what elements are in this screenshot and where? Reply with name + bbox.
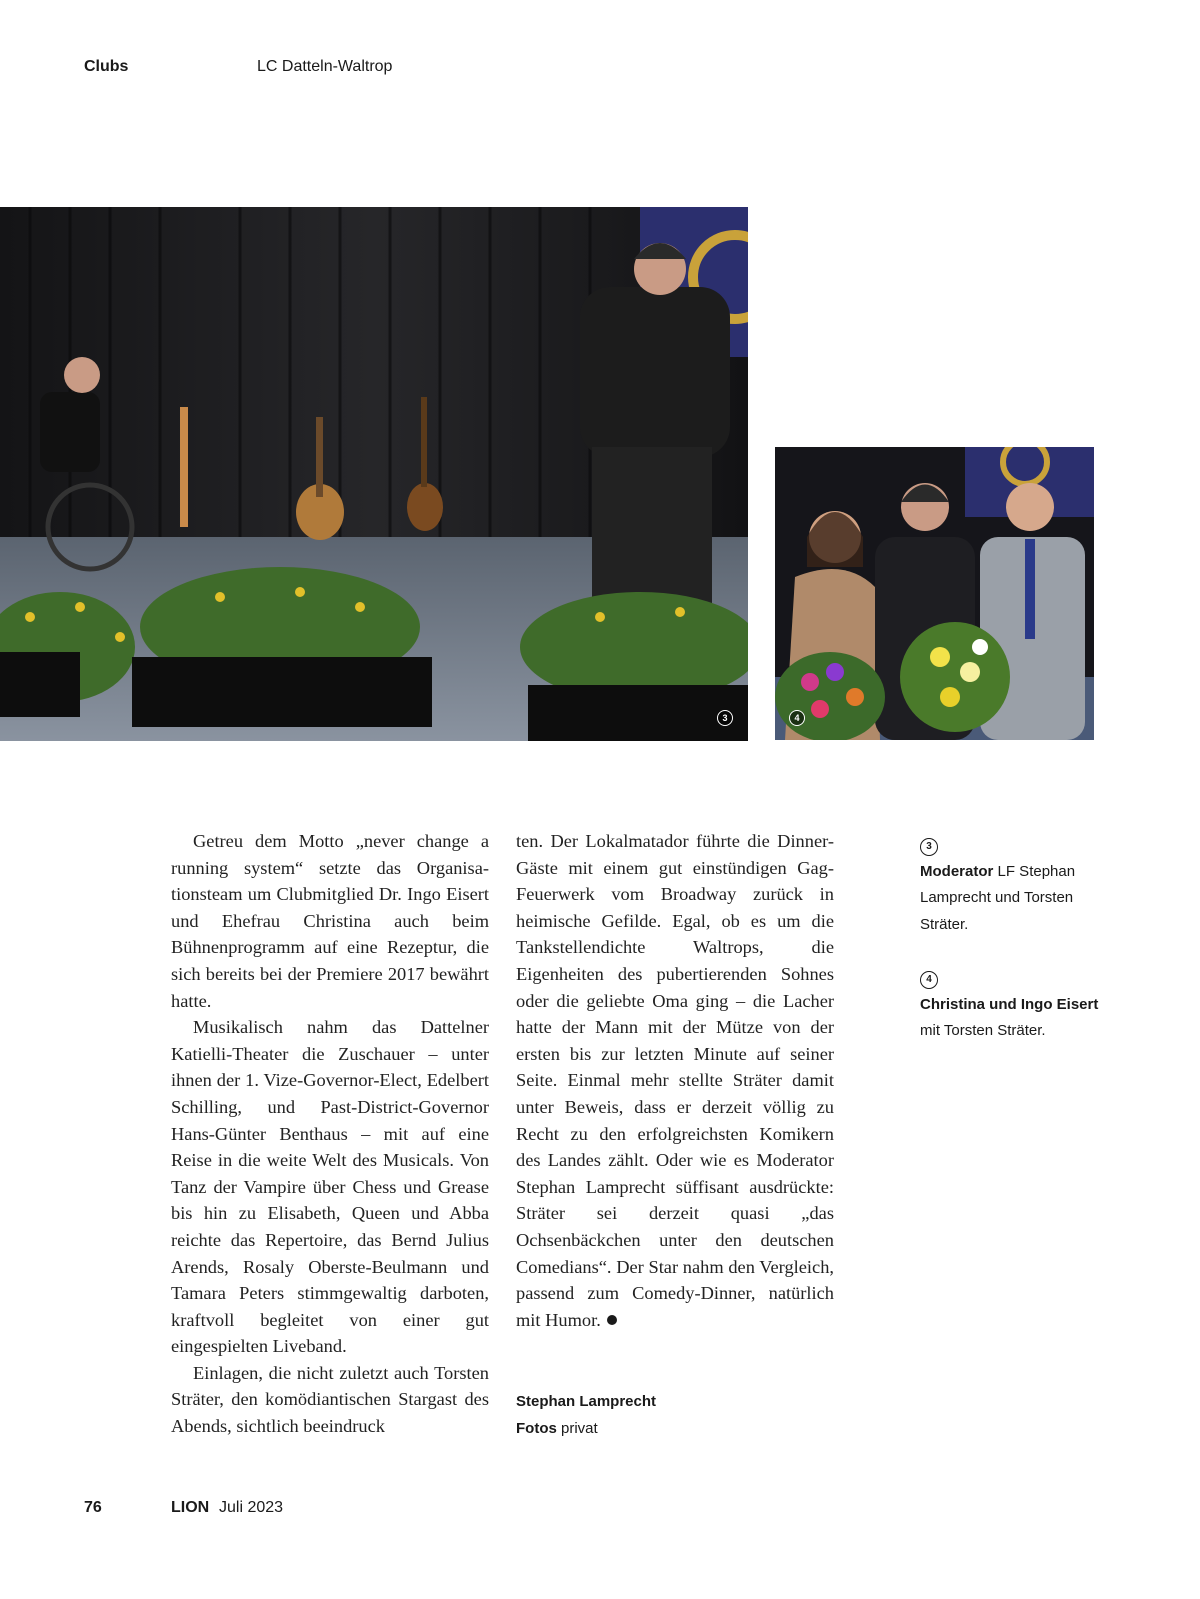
stage-photo-image [0, 207, 748, 741]
caption-bold: Moderator [920, 862, 994, 880]
article-paragraph-text: ten. Der Lokalmatador führte die Dinner-Gäste mit einem gut einstündigen Gag-Feuerwerk vom Broadway zurück in heimische Gefilde. Egal, ob es um die Tankstellendichte Waltrops, die Eigenheiten des pubertierenden Sohnes oder die geliebte Oma ging – die Lacher hatte der Mann mit der Mütze von der ersten bis zur letzten Minute auf seiner Seite. Einmal mehr stellte Sträter damit unter Beweis, dass er derzeit völlig zu Recht zu den erfolgreichsten Komikern des Landes zählt. Oder wie es Moderator Stephan Lamprecht süffisant ausdrückte: Sträter sei derzeit quasi „das Ochsenbäckchen unter den deutschen Comedians“. Der Star nahm den Vergleich, passend zum Comedy-Dinner, natürlich mit Humor. [516, 831, 834, 1330]
caption-4 [920, 965, 1120, 1045]
photo-credit [516, 1415, 598, 1442]
article-paragraph: Einlagen, die nicht zuletzt auch Torsten Sträter, den komödiantischen Stargast des Abends, sichtlich beeindruck [171, 1362, 489, 1437]
caption-text [920, 859, 1120, 939]
section-label: Clubs [84, 58, 129, 75]
club-name: LC Datteln-Waltrop [257, 58, 393, 75]
article-paragraph: Musikalisch nahm das Dattelner Katielli-Theater die Zuschauer – unter ihnen der 1. Vize-Governor-Elect, Edelbert Schilling, und Past-District-Governor Hans-Günter Benthaus – mit auf eine Reise in die weite Welt des Musicals. Von Tanz der Vampire über Chess und Grease bis hin zu Elisabeth, Queen und Abba reichte das Repertoire, das Bernd Julius Arends, Rosaly Oberste-Beulmann und Tamara Peters stimmgewaltig darboten, kraftvoll begleitet von einer gut eingespielten Liveband. [171, 1017, 489, 1357]
group-photo [775, 447, 1094, 740]
end-mark-icon [607, 1315, 617, 1325]
photo-credit-value: privat [561, 1420, 598, 1437]
magazine-name: LION [171, 1499, 210, 1516]
issue-date: Juli 2023 [219, 1499, 284, 1516]
caption-bold: Christina und Ingo Eisert [920, 995, 1099, 1013]
photo-number-3: 3 [717, 710, 733, 726]
caption-rest: LF Stephan Lamprecht und Torsten Sträter. [920, 862, 1076, 933]
caption-rest: mit Torsten Sträter. [920, 1022, 1046, 1039]
caption-number: 3 [920, 838, 938, 856]
group-photo-image [775, 447, 1094, 740]
page-number: 76 [84, 1499, 102, 1516]
author-name: Stephan Lamprecht [516, 1393, 657, 1410]
article-paragraph [516, 828, 834, 1333]
caption-number: 4 [920, 971, 938, 989]
stage-photo [0, 207, 748, 741]
caption-3 [920, 832, 1120, 938]
caption-text [920, 992, 1120, 1045]
article-paragraph: Getreu dem Motto „never change a running system“ setzte das Organisationsteam um Clubmitglied Dr. Ingo Eisert und Ehefrau Christina auch beim Bühnenprogramm auf eine Rezeptur, die sich bereits bei der Premiere 2017 bewährt hatte. [171, 831, 489, 1011]
photo-credit-label: Fotos [516, 1420, 557, 1437]
author-credit [516, 1388, 656, 1415]
photo-number-4: 4 [789, 710, 805, 726]
article-column-1 [171, 828, 489, 1440]
article-column-2 [516, 828, 834, 1333]
